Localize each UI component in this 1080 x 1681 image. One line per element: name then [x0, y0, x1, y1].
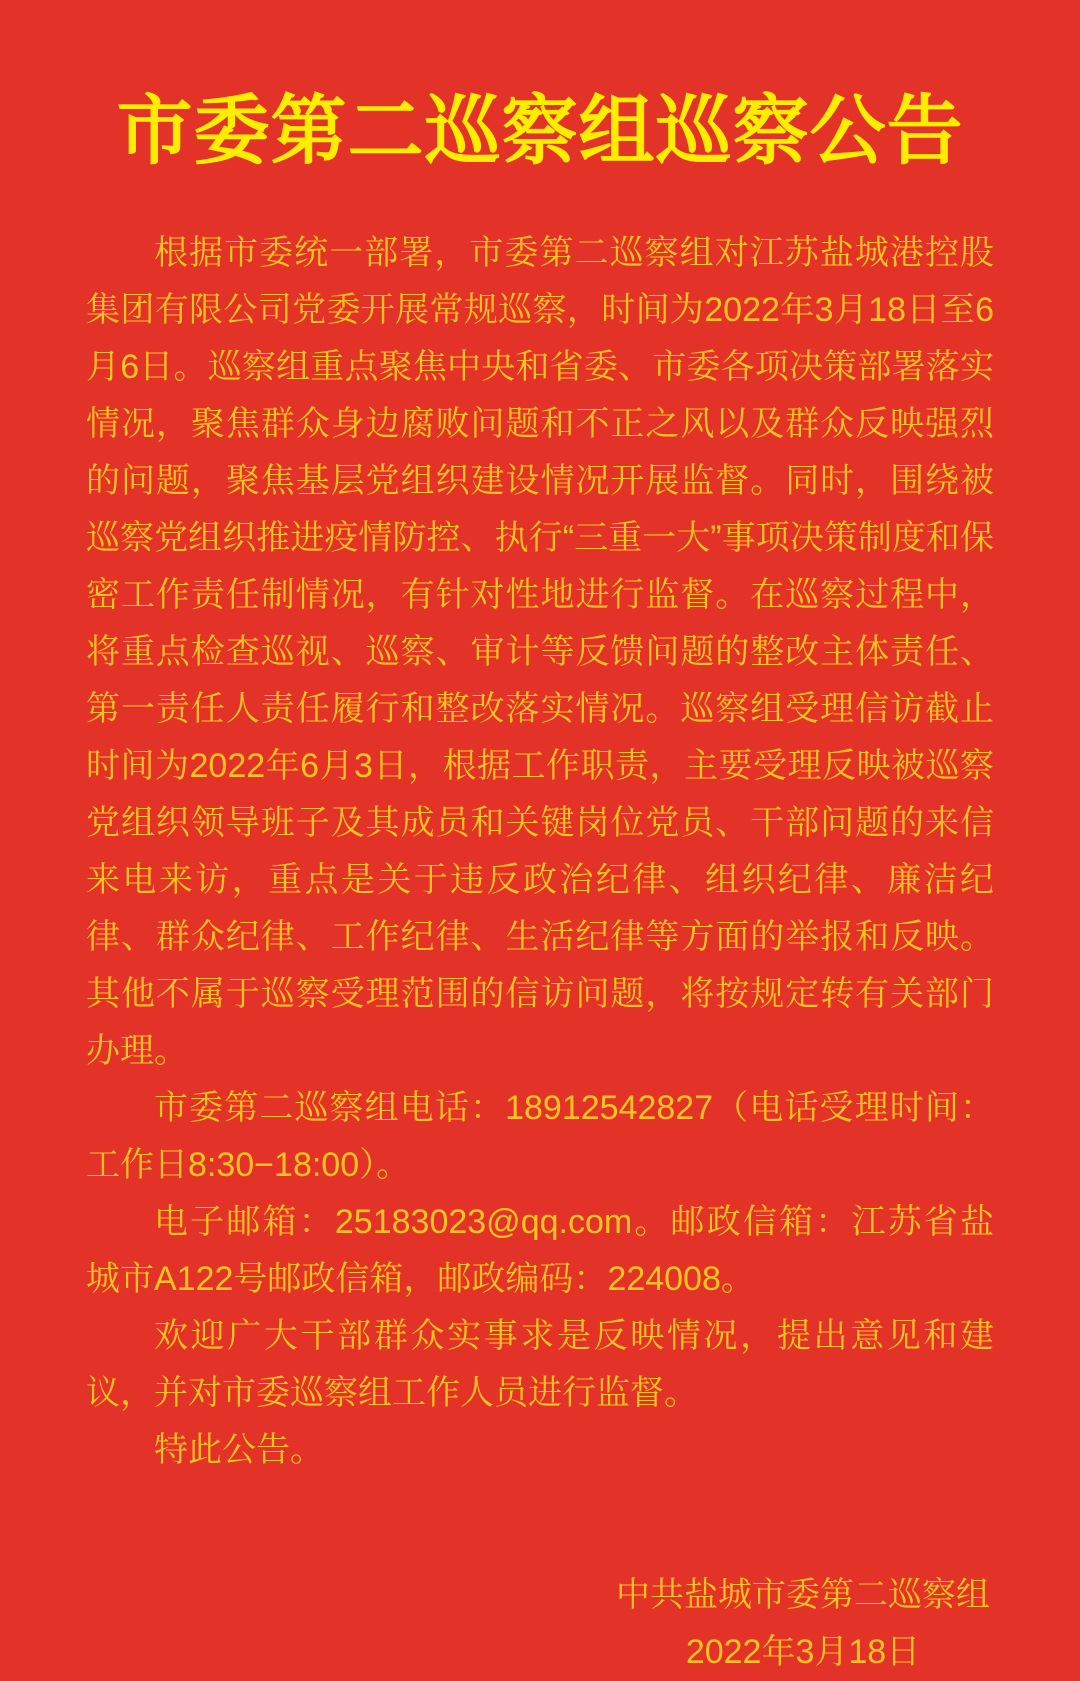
announcement-body	[86, 225, 994, 1479]
signature-date: 2022年3月18日	[685, 1633, 921, 1672]
signature-organization: 中共盐城市委第二巡察组	[616, 1576, 990, 1615]
signature-block	[616, 1567, 990, 1681]
announcement-title: 市委第二巡察组巡察公告	[116, 89, 964, 174]
paragraph-email-postal-contact: 电子邮箱：25183023@qq.com。邮政信箱：江苏省盐城市A122号邮政信箱，邮政编码：224008。	[86, 1203, 994, 1299]
paragraph-closing-statement: 特此公告。	[154, 1431, 324, 1470]
paragraph-welcome-feedback: 欢迎广大干部群众实事求是反映情况，提出意见和建议，并对市委巡察组工作人员进行监督。	[86, 1317, 994, 1413]
paragraph-phone-contact: 市委第二巡察组电话：18912542827（电话受理时间：工作日8:30−18:00）。	[86, 1089, 994, 1185]
paragraph-inspection-overview: 根据市委统一部署，市委第二巡察组对江苏盐城港控股集团有限公司党委开展常规巡察，时间为2022年3月18日至6月6日。巡察组重点聚焦中央和省委、市委各项决策部署落实情况，聚焦群众身边腐败问题和不正之风以及群众反映强烈的问题，聚焦基层党组织建设情况开展监督。同时，围绕被巡察党组织推进疫情防控、执行“三重一大”事项决策制度和保密工作责任制情况，有针对性地进行监督。在巡察过程中，将重点检查巡视、巡察、审计等反馈问题的整改主体责任、第一责任人责任履行和整改落实情况。巡察组受理信访截止时间为2022年6月3日，根据工作职责，主要受理反映被巡察党组织领导班子及其成员和关键岗位党员、干部问题的来信来电来访，重点是关于违反政治纪律、组织纪律、廉洁纪律、群众纪律、工作纪律、生活纪律等方面的举报和反映。其他不属于巡察受理范围的信访问题，将按规定转有关部门办理。	[86, 234, 994, 1071]
